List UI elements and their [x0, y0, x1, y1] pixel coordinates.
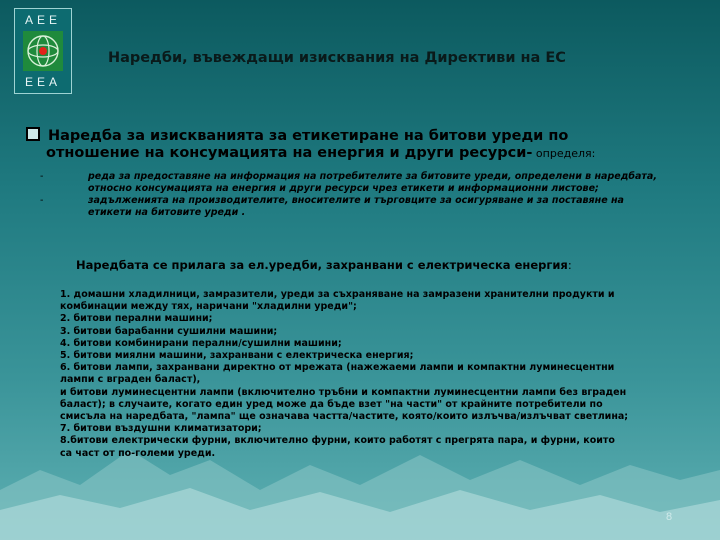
dash-bullet: -: [40, 195, 44, 206]
dash-item-line: задълженията на производителите, вносителите и търговците за осигуряване и за поставяне на: [88, 195, 624, 206]
list-line: баласт); в случаите, когато един уред може да бъде взет "на части" от крайните потребители по: [60, 398, 603, 410]
list-line: 3. битови барабанни сушилни машини;: [60, 325, 278, 337]
list-line: 8.битови електрически фурни, включително фурни, които работят с прегрята пара, и фурни, които: [60, 435, 615, 447]
appliance-list: [60, 289, 720, 460]
list-line: лампи с вграден баласт),: [60, 374, 201, 386]
eea-logo: [14, 8, 72, 94]
slide-title: Наредби, въвеждащи изисквания на Директиви на ЕС: [108, 50, 566, 66]
page-number: 8: [666, 511, 673, 523]
section-heading: [26, 127, 706, 162]
dash-list-item: [40, 195, 690, 219]
list-line: 5. битови миялни машини, захранвани с електрическа енергия;: [60, 350, 414, 362]
heading-line-1: Наредба за изискванията за етикетиране на битови уреди по: [26, 127, 706, 145]
list-line: 2. битови перални машини;: [60, 313, 213, 325]
applies-statement: Наредбата се прилага за ел.уредби, захранвани с електрическа енергия:: [76, 258, 572, 272]
list-line: комбинации между тях, наричани "хладилни уреди";: [60, 301, 357, 313]
checkbox-bullet-icon: [26, 127, 40, 141]
list-line: и битови луминесцентни лампи (включително тръбни и компактни луминесцентни лампи без вграден: [60, 386, 627, 398]
logo-top-text: AEE: [24, 13, 61, 27]
dash-list: [40, 171, 690, 219]
list-line: 4. битови комбинирани перални/сушилни машини;: [60, 337, 342, 349]
logo-bottom-text: EEA: [24, 75, 61, 89]
dash-item-line: реда за предоставяне на информация на потребителите за битовите уреди, определени в наредбата,: [88, 171, 657, 182]
list-line: 7. битови въздушни климатизатори;: [60, 423, 262, 435]
dash-item-line: етикети на битовите уреди .: [88, 207, 246, 218]
list-line: са част от по-големи уреди.: [60, 447, 216, 459]
list-line: 6. битови лампи, захранвани директно от мрежата (нажежаеми лампи и компактни луминесцентни: [60, 362, 615, 374]
list-line: 1. домашни хладилници, замразители, уреди за съхраняване на замразени хранителни продукти и: [60, 289, 615, 300]
heading-suffix: определя:: [532, 147, 596, 160]
dash-list-item: [40, 171, 690, 195]
list-line: смисъла на наредбата, "лампа" ще означава частта/частите, която/които излъчва/излъчват светлина;: [60, 411, 629, 423]
dash-bullet: -: [40, 171, 44, 182]
dash-item-line: относно консумацията на енергия и други ресурси чрез етикети и информационни листове;: [88, 183, 599, 194]
heading-line-2: отношение на консумацията на енергия и други ресурси- определя:: [46, 145, 596, 161]
globe-icon: [23, 31, 63, 71]
